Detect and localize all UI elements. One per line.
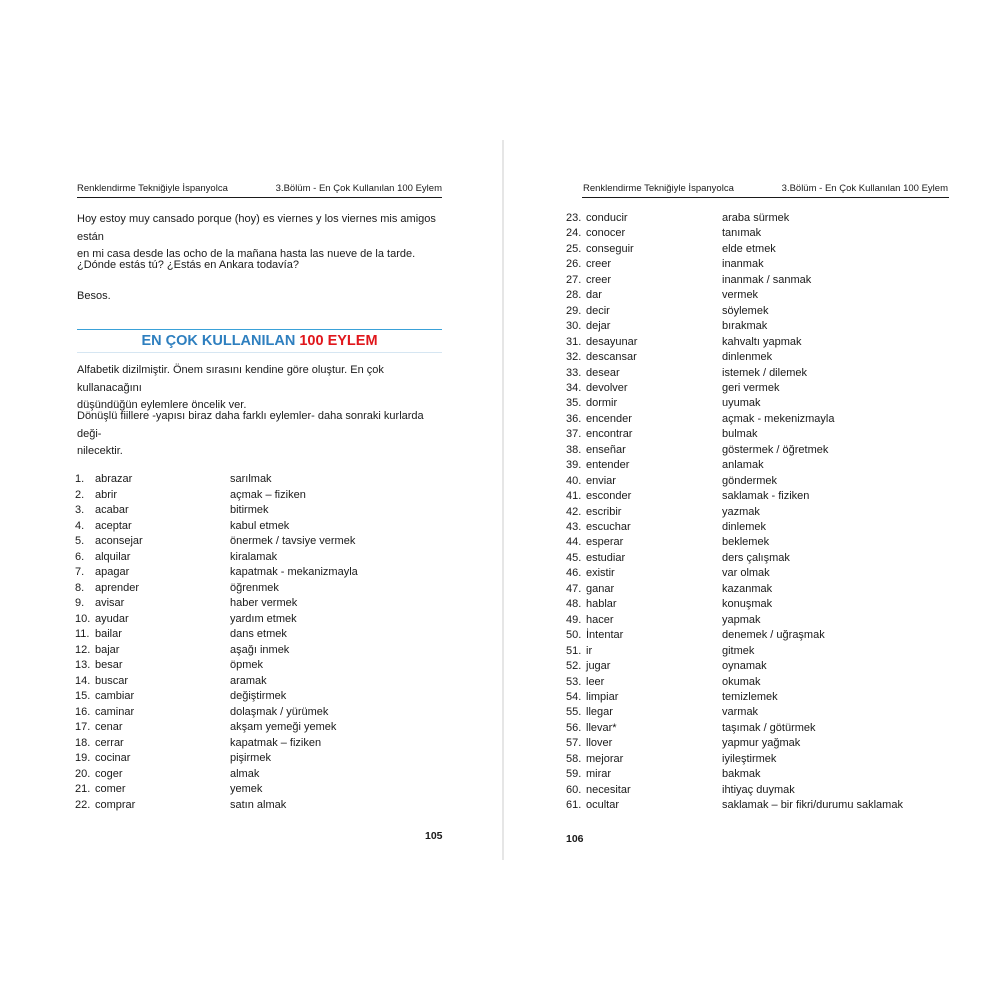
verb-row	[0, 396, 761, 411]
verb-row	[0, 474, 778, 489]
verb-turkish: satın almak	[230, 798, 287, 811]
verb-number: 49.	[566, 613, 582, 626]
verb-turkish: ders çalışmak	[722, 551, 790, 564]
verb-row	[0, 319, 768, 334]
verb-row	[0, 705, 759, 720]
verb-spanish: estudiar	[586, 551, 626, 564]
verb-number: 52.	[566, 660, 582, 673]
verb-row	[0, 427, 758, 442]
verb-spanish: llover	[586, 737, 613, 750]
verb-spanish: İntentar	[586, 629, 624, 642]
verb-number: 3.	[75, 504, 85, 516]
verb-turkish: vermek	[722, 289, 759, 302]
verb-spanish: entender	[586, 459, 630, 472]
verb-row	[0, 381, 780, 396]
note-line: düşündüğün eylemlere öncelik ver.	[77, 399, 247, 411]
verb-turkish: kapatmak – fiziken	[230, 736, 322, 749]
verb-number: 22.	[75, 798, 91, 811]
header-rule	[77, 197, 442, 198]
verb-number: 40.	[566, 474, 582, 487]
verb-spanish: llegar	[586, 706, 613, 719]
verb-number: 10.	[75, 612, 91, 625]
verb-spanish: cenar	[95, 721, 123, 733]
verb-spanish: aprender	[95, 581, 140, 594]
verb-spanish: enviar	[586, 474, 616, 487]
verb-spanish: hacer	[586, 613, 614, 626]
verb-turkish: sarılmak	[230, 473, 272, 485]
running-header-book-title: Renklendirme Tekniğiyle İspanyolca	[583, 183, 734, 194]
verb-number: 13.	[75, 659, 91, 671]
verb-row	[0, 505, 760, 520]
verb-spanish: cocinar	[95, 752, 131, 764]
section-title-red: 100 EYLEM	[299, 333, 378, 349]
verb-turkish: gitmek	[722, 644, 755, 657]
paragraph-line: en mi casa desde las ocho de la mañana hasta las nueve de la tarde.	[77, 248, 416, 260]
verb-number: 6.	[75, 550, 85, 563]
verb-row	[0, 798, 903, 813]
running-header-book-title: Renklendirme Tekniğiyle İspanyolca	[77, 183, 228, 194]
verb-spanish: desear	[586, 366, 620, 379]
verb-turkish: inanmak / sanmak	[722, 273, 812, 286]
verb-number: 55.	[566, 706, 582, 719]
verb-number: 56.	[566, 721, 582, 734]
page-number: 106	[566, 833, 584, 845]
verb-turkish: önermek / tavsiye vermek	[230, 535, 356, 547]
verb-number: 43.	[566, 521, 582, 533]
verb-row	[0, 350, 773, 365]
right-page	[500, 0, 1000, 1000]
verb-turkish: beklemek	[722, 536, 770, 549]
verb-turkish: uyumak	[722, 397, 761, 410]
verb-turkish: açmak – fiziken	[230, 488, 306, 501]
verb-number: 18.	[75, 736, 91, 749]
verb-spanish: ir	[586, 644, 593, 657]
verb-spanish: ocultar	[586, 799, 620, 812]
verb-turkish: var olmak	[722, 567, 770, 580]
verb-row	[0, 628, 825, 643]
verb-number: 38.	[566, 443, 582, 456]
verb-number: 19.	[75, 752, 91, 764]
verb-number: 36.	[566, 412, 582, 425]
verb-turkish: yapmak	[722, 613, 761, 626]
verb-spanish: mirar	[586, 768, 612, 781]
verb-number: 46.	[566, 567, 582, 580]
verb-turkish: kiralamak	[230, 550, 278, 563]
verb-number: 11.	[75, 628, 90, 640]
verb-row	[0, 767, 761, 782]
verb-number: 41.	[566, 490, 582, 503]
verb-turkish: saklamak - fiziken	[722, 490, 810, 503]
verb-row	[0, 644, 755, 659]
verb-row	[0, 288, 759, 303]
verb-number: 16.	[75, 705, 91, 718]
verb-number: 35.	[566, 397, 582, 410]
verb-number: 5.	[75, 535, 85, 547]
verb-row	[0, 257, 764, 272]
verb-spanish: dejar	[586, 320, 611, 333]
verb-spanish: ayudar	[95, 612, 129, 625]
verb-turkish: öpmek	[230, 659, 264, 671]
verb-turkish: kabul etmek	[230, 519, 290, 532]
verb-row	[0, 335, 802, 350]
verb-turkish: iyileştirmek	[722, 752, 777, 765]
verb-spanish: conducir	[586, 212, 628, 224]
verb-number: 17.	[75, 721, 91, 733]
verb-spanish: leer	[586, 675, 605, 688]
verb-turkish: ihtiyaç duymak	[722, 783, 795, 796]
paragraph-line: Hoy estoy muy cansado porque (hoy) es viernes y los viernes mis amigos están	[77, 213, 436, 243]
verb-spanish: creer	[586, 273, 612, 286]
verb-number: 32.	[566, 351, 582, 364]
verb-turkish: kahvaltı yapmak	[722, 335, 802, 348]
verb-turkish: değiştirmek	[230, 690, 287, 702]
verb-turkish: denemek / uğraşmak	[722, 629, 825, 642]
verb-row	[0, 690, 778, 705]
verb-number: 15.	[75, 690, 91, 702]
paragraph-question: ¿Dónde estás tú? ¿Estás en Ankara todavía?	[77, 259, 299, 271]
verb-turkish: söylemek	[722, 304, 769, 317]
verb-turkish: taşımak / götürmek	[722, 721, 816, 734]
verb-number: 37.	[566, 428, 582, 441]
verb-number: 12.	[75, 643, 91, 656]
verb-spanish: mejorar	[586, 752, 624, 765]
verb-spanish: escuchar	[586, 521, 631, 533]
verb-row	[0, 613, 761, 628]
verb-spanish: conseguir	[586, 242, 634, 255]
verb-spanish: conocer	[586, 227, 626, 240]
running-header-chapter: 3.Bölüm - En Çok Kullanılan 100 Eylem	[781, 183, 948, 194]
verb-turkish: araba sürmek	[722, 212, 790, 224]
verb-turkish: aramak	[230, 674, 267, 687]
verb-number: 25.	[566, 242, 582, 255]
verb-spanish: bajar	[95, 643, 120, 656]
verb-row	[0, 458, 764, 473]
verb-spanish: esperar	[586, 536, 624, 549]
verb-turkish: bitirmek	[230, 504, 269, 516]
verb-number: 61.	[566, 799, 582, 812]
verb-turkish: akşam yemeği yemek	[230, 721, 337, 733]
verb-spanish: existir	[586, 567, 615, 580]
verb-number: 39.	[566, 459, 582, 472]
verb-turkish: geri vermek	[722, 381, 780, 394]
verb-row	[0, 675, 761, 690]
verb-number: 14.	[75, 674, 91, 687]
verb-turkish: almak	[230, 767, 260, 780]
verb-number: 9.	[75, 597, 85, 609]
verb-row	[0, 304, 769, 319]
header-rule	[582, 197, 949, 198]
verb-number: 51.	[566, 644, 582, 657]
verb-turkish: okumak	[722, 675, 761, 688]
verb-spanish: comprar	[95, 798, 136, 811]
verb-turkish: öğrenmek	[230, 581, 279, 594]
verb-turkish: yardım etmek	[230, 612, 297, 625]
verb-spanish: decir	[586, 304, 610, 317]
verb-spanish: besar	[95, 659, 123, 671]
verb-row	[0, 366, 807, 381]
verb-number: 8.	[75, 581, 85, 594]
verb-number: 21.	[75, 783, 91, 795]
verb-spanish: encontrar	[586, 428, 633, 441]
verb-row	[0, 551, 790, 566]
page-number: 105	[425, 830, 443, 842]
verb-row	[0, 535, 770, 550]
verb-turkish: yapmur yağmak	[722, 737, 801, 750]
verb-spanish: hablar	[586, 598, 617, 611]
verb-row	[0, 752, 777, 767]
verb-number: 54.	[566, 690, 582, 703]
verb-row	[0, 520, 767, 535]
verb-turkish: bulmak	[722, 428, 758, 441]
verb-spanish: desayunar	[586, 335, 638, 348]
verb-turkish: kazanmak	[722, 582, 773, 595]
verb-spanish: bailar	[95, 628, 122, 640]
verb-spanish: dar	[586, 289, 602, 302]
verb-spanish: avisar	[95, 597, 125, 609]
verb-spanish: abrir	[95, 488, 118, 501]
verb-row	[0, 721, 816, 736]
verb-number: 44.	[566, 536, 582, 549]
verb-turkish: varmak	[722, 706, 759, 719]
verb-spanish: aceptar	[95, 519, 132, 532]
verb-row	[0, 597, 773, 612]
verb-number: 20.	[75, 767, 91, 780]
verb-turkish: dolaşmak / yürümek	[230, 705, 329, 718]
verb-turkish: dinlemek	[722, 521, 767, 533]
verb-spanish: esconder	[586, 490, 632, 503]
verb-spanish: limpiar	[586, 690, 619, 703]
verb-spanish: apagar	[95, 566, 130, 578]
verb-spanish: enseñar	[586, 443, 626, 456]
verb-row	[0, 443, 829, 458]
verb-turkish: yemek	[230, 783, 263, 795]
verb-turkish: bırakmak	[722, 320, 768, 333]
verb-turkish: haber vermek	[230, 597, 298, 609]
verb-turkish: temizlemek	[722, 690, 778, 703]
verb-number: 53.	[566, 675, 582, 688]
section-title-blue: EN ÇOK KULLANILAN	[141, 333, 300, 349]
verb-row	[0, 211, 790, 226]
verb-number: 57.	[566, 737, 582, 750]
verb-spanish: jugar	[586, 660, 611, 673]
verb-row	[0, 242, 776, 257]
verb-row	[0, 273, 812, 288]
verb-number: 29.	[566, 304, 582, 317]
verb-spanish: dormir	[586, 397, 618, 410]
verb-row	[0, 736, 801, 751]
verb-turkish: açmak - mekenizmayla	[722, 412, 835, 425]
verb-number: 50.	[566, 629, 582, 642]
verb-number: 2.	[75, 488, 85, 501]
note-line: Dönüşlü fiillere -yapısı biraz daha farklı eylemler- daha sonraki kurlarda deği-	[77, 410, 424, 440]
verb-turkish: oynamak	[722, 660, 767, 673]
verb-row	[0, 412, 835, 427]
paragraph-closing: Besos.	[77, 290, 111, 302]
verb-spanish: caminar	[95, 705, 135, 718]
verb-number: 30.	[566, 320, 582, 333]
verb-number: 34.	[566, 381, 582, 394]
verb-spanish: llevar*	[586, 721, 617, 734]
verb-number: 24.	[566, 227, 582, 240]
verb-number: 60.	[566, 783, 582, 796]
verb-spanish: necesitar	[586, 783, 631, 796]
verb-spanish: ganar	[586, 582, 615, 595]
verb-turkish: elde etmek	[722, 242, 776, 255]
verb-number: 42.	[566, 505, 582, 518]
running-header-chapter: 3.Bölüm - En Çok Kullanılan 100 Eylem	[275, 183, 442, 194]
verb-turkish: saklamak – bir fikri/durumu saklamak	[722, 799, 903, 812]
verb-number: 47.	[566, 582, 582, 595]
verb-spanish: devolver	[586, 381, 628, 394]
verb-spanish: aconsejar	[95, 535, 143, 547]
verb-turkish: anlamak	[722, 459, 764, 472]
verb-number: 31.	[566, 335, 582, 348]
verb-spanish: buscar	[95, 674, 129, 687]
verb-spanish: escribir	[586, 505, 622, 518]
verb-number: 45.	[566, 551, 582, 564]
verb-turkish: aşağı inmek	[230, 643, 290, 656]
verb-number: 26.	[566, 258, 582, 271]
verb-row	[0, 783, 795, 798]
verb-spanish: cambiar	[95, 690, 135, 702]
verb-spanish: creer	[586, 258, 612, 271]
verb-number: 48.	[566, 598, 582, 611]
verb-number: 28.	[566, 289, 582, 302]
verb-turkish: dans etmek	[230, 628, 287, 640]
verb-spanish: cerrar	[95, 736, 124, 749]
verb-number: 4.	[75, 519, 85, 532]
verb-spanish: comer	[95, 783, 126, 795]
verb-number: 27.	[566, 273, 582, 286]
verb-turkish: göstermek / öğretmek	[722, 443, 829, 456]
verb-turkish: yazmak	[722, 505, 760, 518]
verb-number: 7.	[75, 566, 85, 578]
verb-row	[0, 566, 770, 581]
verb-row	[0, 582, 773, 597]
verb-row	[0, 489, 810, 504]
verb-spanish: acabar	[95, 504, 129, 516]
verb-spanish: encender	[586, 412, 632, 425]
verb-spanish: descansar	[586, 351, 637, 364]
verb-number: 33.	[566, 366, 582, 379]
verb-turkish: konuşmak	[722, 598, 773, 611]
verb-row	[0, 226, 762, 241]
verb-spanish: abrazar	[95, 473, 133, 485]
verb-number: 23.	[566, 212, 582, 224]
note-line: Alfabetik dizilmiştir. Önem sırasını kendine göre oluştur. En çok kullanacağını	[77, 364, 384, 394]
verb-turkish: dinlenmek	[722, 351, 773, 364]
verb-turkish: istemek / dilemek	[722, 366, 807, 379]
verb-row	[0, 659, 767, 674]
verb-turkish: bakmak	[722, 768, 761, 781]
verb-number: 58.	[566, 752, 582, 765]
verb-number: 1.	[75, 473, 85, 485]
verb-number: 59.	[566, 768, 582, 781]
verb-spanish: alquilar	[95, 550, 131, 563]
verb-turkish: inanmak	[722, 258, 764, 271]
verb-turkish: göndermek	[722, 474, 778, 487]
note-line: nilecektir.	[77, 445, 123, 457]
verb-spanish: coger	[95, 767, 123, 780]
verb-turkish: kapatmak - mekanizmayla	[230, 566, 358, 578]
verb-turkish: tanımak	[722, 227, 762, 240]
verb-turkish: pişirmek	[230, 752, 271, 764]
